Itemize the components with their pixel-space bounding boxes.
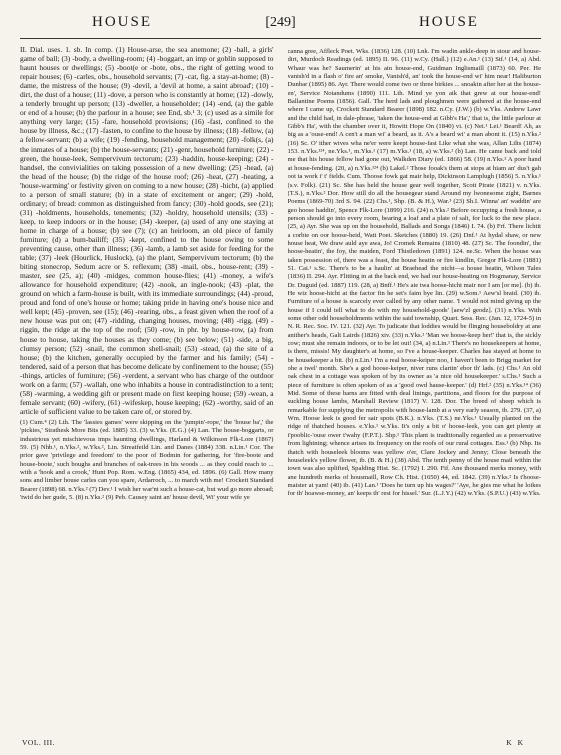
header-rule: [20, 38, 541, 39]
running-head: [20, 14, 541, 36]
left-column-entry: II. Dial. uses. 1. sb. In comp. (1) House-arse, the sea anemone; (2) -ball, a girls' game of ball; (3) -body, a dwelling-room; (4) -boggart, an imp or goblin supposed to haunt houses or dwellings; (5) -boot(e or -bote, obs., the right of getting wood to repair houses; (6) -carles, obs., household servants; (7) -cat, fig. a stay-at-home; (8) -dame, the mistress of the house; (9) -devil, a 'devil at home, a saint abroad'; (10) -dirt, the dust of a house; (11) -dove, a person who is constantly at home; (12) -dowly, a tenderly brought up person; (13) -dweller, a householder; (14) -end, (a) the gable or end of a house; (b) the parlour in a house; see End, sb.¹ 3; (c) used as a simile for anything very large; (15) -fare, household provisions; (16) -fast, confined to the house by illness, &c.; (17) -fasten, to confine to the house by illness; (18) -fellow, (a) a fellow-servant; (b) a wife; (19) -fending, household management; (20) -folk(s, (a) the inmates of a house; (b) the house-servants; (21) -genr, household furniture; (22) -green, the house-leek, Sempervivum tectorum; (23) -haddin, house-keeping; (24) -handsel, the convivialities on taking possession of a new dwelling; (25) -head, (a) the head of the house; (b) the ridge of the house roof; (26) -heat, (27) -heating, a 'house-warming' or festivity given on coming to a new house; (28) -hicht, (a) applied to a person of small stature; (b) in a state of excitement or anger; (29) -hold, ordinary; of bread: common as distinguished from fancy; (30) -hold goods, see (21); (31) -holdments, households, tenements; (32) -holdry, household utensils; (33) -keep, to keep indoors or in the house; (34) -keeper, (a) used of any one staying at home in charge of a house; (b) see (7); (c) an heirloom, an old piece of family furniture; (d) a bum-bailiff; (35) -kept, confined to the house owing to some preventing cause, other than illness; (36) -lamb, a lamb set aside for feeding for the table; (37) -leek (Hourlick, Huslock), (a) the plant, Sempervivum tectorum; (b) the biting stonecrop, Sedum acre or S. reflexum; (38) -mail, obs., house-rent; (39) -master, see (25, a); (40) -midges, common house-flies; (41) -money, a wife's allowance for household expenditure; (42) -nook, an ingle-nook; (43) -plat, the ground on which a farm-house is built, with its immediate surroundings; (44) -proud, proud and fond of one's house or home; taking pride in having one's house nice and well kept; (45) -proven, see (15); (46) -rearing, obs., a feast given when the roof of a new house was put on; (47) -ridding, changing houses, moving; (48) -rigg, (49) -riggin, the ridge at the top of the roof; (50) -row, in phr. by house-row, (a) from house to house, taking the houses as they come; (b) see below; (51) -side, a big, clumsy person; (52) -snail, the common shell-snail; (53) -stead, (a) the site of a house; (b) the kitchen, generally occupied by the farmer and his family; (54) -tendered, said of a person that has become delicate by confinement to the house; (55) -things, articles of furniture; (56) -verdent, a servant who has charge of the outdoor work on a farm; (57) -wallah, one who inhabits a house in contradistinction to a tent; (58) -warming, a wedding gift or present made on first keeping house; (59) -wean, a female servant; (60) -wifery, (61) -wifeskep, house keeping; (62) -worthy, said of an article of sufficient value to be taken care of, or stored by.: [20, 45, 274, 416]
left-column: [20, 45, 274, 735]
right-headword: HOUSE: [418, 14, 479, 30]
page-number: [249]: [265, 15, 296, 30]
signature-mark: K K: [506, 738, 525, 747]
left-column-notes: (1) Cum.⁴ (2) Lth. The 'lassies games' were skipping on the 'jumpin'-rope,' the 'house ba',' the 'pickies,' Strathesk More Bits (ed. 1885) 33. (3) w.Yks. (E.G.) (4) Lan. The house-boggarts, or industrious yet mischievous imps haunting dwellings, Harland & Wilkinson Flk-Lore (1867) 59. (5) Nhb.¹, n.Yks.², w.Yks.², Lin. Streatfeild Lin. and Danes (1884) 338. n.Lin.¹ Cor. The prior gave 'privilege and freedom' to the poor of Bodmin for gathering, for 'fire-boote and house-boote,' such boughs and branches of oak-trees in his woods ... as they could reach to ... with a 'hook and a crook,' Hunt Pop. Rom. w.Eng. (1865) 434, ed. 1896. (6) Gall. How many sons and limber house carles can you spare, Ardarroch, ... to march with me! Crockett Standard Bearer (1898) 68. n.Yks.² (7) Dev.¹ I wish her war'nt such a house-cat, but wud go more abroad; 'twid do her gude, 5. (8) n.Yks.² (9) Peb. Causey saint an' house devil, Wi' your wife ye: [20, 418, 274, 502]
right-column: [288, 45, 542, 735]
left-headword: HOUSE: [92, 14, 153, 30]
volume-label: VOL. III.: [22, 738, 56, 747]
right-column-notes: canna gree, Affleck Poet. Wks. (1836) 128. (10) Lnk. I'm wadin ankle-deep in stour and house-dirt, Murdoch Readings (ed. 1895) II. 96. (11) w.Cy. (Hall.) (12) e.An.¹ (13) Stf.¹ (14, a) Abd. Whaur was he? Saumerin' at his ain house-end, Guidman Inglismaill (1873) 60. Per. He vanish'd in a flash o' fire an' smoke, Vanish'd, an' took the house-end wi' him near! Haliburton Dunbar (1895) 86. Ayr. There would come two or three birkies ... snoakin after her at the house-en', Service Notandums (1890) 111. Lth. Mind ye yon aik that grew at our house-end! Ballantine Poems (1856). Gall. The herd lads and ploughmen were gathered at the house-end where I came up, Crockett Standard Bearer (1898) 182. n.Cy. (J.W.) (b) w.Yks. Andrew Lawr and the child had, in dale-phrase, 'taken the house-end at Gibb's Ha',' that is, the little parlour at Gibb's Ha', with the chamber over it, Howitt Hope On (1840) vi. (c) Nei.¹ Lei.¹ Beard! Ah, as big as a 'ouse-end! A cen't a man wi' a beard, as it. A's a beard wi' a man abont it. (15) n.Yks.² (16) Sc. O' ither wives wha ne'er were keept house-fast Like what she was, Allan Lilts (1874) 153. n.Yks.¹²⁴, ne.Yks.¹, m.Yks.¹ (17) m.Yks.¹ (18, a) w.Yks.² (b) Lan. He came back and told me that his house fellow had gone out, Walkden Diary (ed. 1866) 58. (19) n.Yks.² A poor hand at house-fending. (20, a) n.Yks.¹²⁴ (b) Lakel.² Those fooak's them at stops at hiam an' dus't gah oot ta work i' t' fields. Cum. Thoose fowk gat mair help, Dickinson Lamplugh (1856) 5. n.Yks.¹ (s.v. Folk). (21) Sc. She has held the house gear well together, Scott Pirate (1821) v. n.Yks. (T.S.), n.Yks.² Dor. How still do all the housegear stand Around my lwonesome zight, Barnes Poems (1869-70) 3rd S. 94. (22) Chs.¹, Shp. (B. & H.), War.³ (23) Sh.I. Winna' an' waddin' are geo hoose haddin', Spence Flk-Lore (1899) 216. (24) n.Yks.² Before occupying a fresh house, a person should go into every room, bearing a loaf and a plate of salt, for luck to the new place. (25, a) Ayr. She was up on the household, Ballads and Songs (1846) I. 74. (b) Frf. There lichtit a corbie on oor hoose-heid, Watt Poet. Sketches (1880) 19. (26) Dnf.¹ At hydal shaw, or new house heat, We draw auld aye awa, Jo! Cromek Remains (1810) 48. (27) Sc. The foondin', the hoose-heatin', the foy, the maiden, Ford Thistledown (1891) 124. ne.Sc. When the house was taken possession of, there was a feast, the house heatin or fire kindlin, Gregor Flk-Lore (1881) 51. Cai.¹ s.Sc. There's to be a haulin' at Braehead the nicht—a house heatin, Wilson Tales (1836) II. 294. Ayr. Flitting in at the back end, we had our house-heating on Hogmanay, Service Dr. Duguid (ed. 1887) 119. (28, a) Bnff.¹ He's aie twa hoose-hicht mair nor I am [or me]. (b) ib. He wiz hoose-hicht at the factor fin he set's faim bye lin. (29) w.Som.¹ Aew'sl braid. (30) ib. Furniture of a house is scarcely ever called by any other name. 'I would not mind giving up the house if I could tell what to do with my household-goods' [aew'zl geodz]. (31) n.Yks. With some other odd householdments within the said township, Quart. Sess. Rec. (Jan. 12, 1724-5) in N. R. Rec. Soc. IV. 121. (32) Ayr. To judicate that loddies would be flinging houseboldry at ane anither's heads, Galt Lairds (1826) xiv. (33) n.Yks.² 'Man we hoose-keep her!' that is, the sickly cow; must she remain indoors, or to be let out! (34, a) n.Lin.¹ There's no housekeepers at home, is there, missis! My daughter's at home, so I've a house-keeper. Charles has stayed at home to be housekeeper a bit. (b) n.Lin.¹ I'm a real hoose-keiper noo, I haven't been to Brigg market for ohe a twel' month. She's a god hoose-keiper, niver runs clartin' ebor th' lads. (c) Chs.¹ An old oak chest in a cottage was spoken of by its owner as 'a nice old housekeeper.' s.Chs.¹ Such a piece of furniture is often spoken of as a 'good owd hause-keeper.' (d) Hrf.² (35) n.Yks.¹⁴ (36) Mid. Some of these barns are fitted with deal linings, partitions, and floors for the purpose of suckling house lambs, Marshall Review (1817) V. 128. Dor. The breed of sheep which is remarkable for supplying the metropolis with house-lamb at a very early season, ib. 279. (37, a) Wm. Hoose leek is good fer sair spots (B.K.). n.Yks. (T.S.) ne.Yks.¹ Usually planted on the ridge of thatched houses. e.Yks.¹ w.Yks. It's only a bit o' hoose-leek, you can get plenty at t'pooblic-'ouse ower t'wahy (F.P.T.). Shp.¹ This plant is traditionally regarded as a preservative from lightning; whence arises its frequency on the roofs of our rural cottages. Ess.¹ (b) Nhp. Its thatch with houseleek blooms was yellow o'er, Clare Jockey and Jenny; Close beneath the houseleek's yellow flower, ib. (B. & H.) (38) Abd. The tenth penny of the house mail within the town was also uplifted, Spalding Hist. Sc. (1792) I. 290. Fif. Ane thousand merks money, with ane hundreth merks of housmaill, Row Ch. Hist. (1650) 44, ed. 1842. (39) n.Yks.² Is t'hoose-maister at yam! (40) ib. (41) Lan.¹ 'Does he turn up his wages?' 'Aye, he gies me what he loikes for th' hoawse-money, an' keeps th' rest for hissel.' Sur. (L.J.Y.) (42) w.Yks. (S.P.U.) (43) w.Yks.: [287, 48, 541, 498]
text-columns: [20, 45, 541, 735]
page-footer: [20, 738, 541, 747]
